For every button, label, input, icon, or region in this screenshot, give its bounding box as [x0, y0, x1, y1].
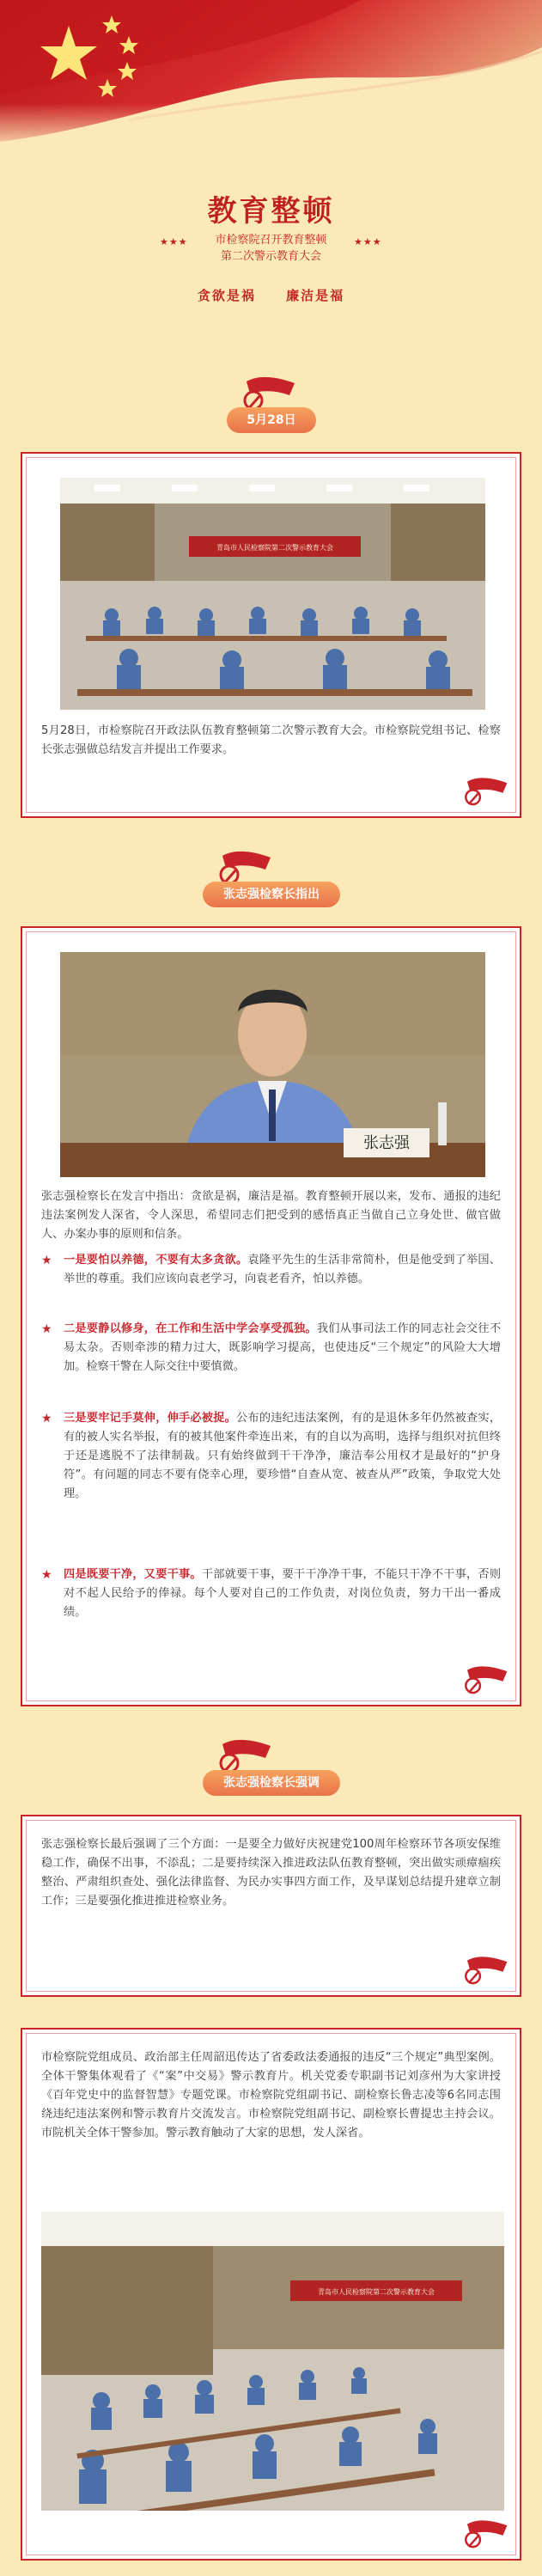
red-star-icon: ★ — [41, 1412, 52, 1425]
subtitle-line-1: 市检察院召开教育整顿 — [215, 234, 327, 247]
point-4-text: 干部就要干事，要干干净净干事，不能只干净不干事，否则对不起人民给予的俸禄。每个人要对自己的工作负责，对岗位负责，努力干出一番成绩。 — [64, 1568, 502, 1619]
section-badge-instructions: 张志强检察长指出 — [203, 882, 340, 907]
point-4 — [41, 1566, 501, 1622]
page-title: 教育整顿 — [207, 194, 335, 229]
subtitle-line-2: 第二次警示教育大会 — [220, 250, 321, 263]
red-star-icon: ★ — [41, 1254, 52, 1267]
photo-banner-text: 青岛市人民检察院第二次警示教育大会 — [216, 544, 333, 552]
slogan — [0, 286, 542, 304]
point-1 — [41, 1251, 501, 1289]
party-emblem-icon — [463, 775, 513, 809]
point-3-heading: 三是要牢记手莫伸，伸手必被捉。 — [64, 1412, 237, 1425]
date-badge: 5月28日 — [227, 407, 316, 433]
top-banner — [0, 0, 542, 150]
instructions-intro: 张志强检察长在发言中指出：贪欲是祸，廉洁是福。教育整顿开展以来，发布、通报的违纪违法案例发人深省，令人深思，希望同志们把受到的感悟真正当做自己立身处世、做官做人、办案办事的原则和信条。 — [41, 1190, 501, 1241]
section-card-emphasis — [21, 1815, 521, 1997]
point-4-heading: 四是既要干净，又要干事。 — [64, 1568, 202, 1581]
section-card-meeting-details — [21, 2028, 521, 2561]
slogan-right: 廉洁是福 — [286, 288, 345, 303]
point-1-text: 袁隆平先生的生活非常简朴，但是他受到了举国、举世的尊重。我们应该向袁老学习，向袁老看齐，怕以养德。 — [64, 1254, 501, 1285]
speaker-photo — [60, 952, 485, 1177]
red-star-icon: ★ — [41, 1568, 52, 1582]
point-3-text: 公布的违纪违法案例，有的是退休多年仍然被查实，有的被人实名举报，有的被其他案件牵连出来，有的自以为高明，选择与组织对抗但终于还是逃脱不了法律制裁。只有始终做到干干净净，廉洁奉公用权才是最好的“护身符”。有问题的同志不要有侥幸心理，要珍惜“自查从宽、被查从严”政策，争取党大处理。 — [64, 1412, 502, 1500]
red-star-icon: ★ — [41, 1322, 52, 1336]
audience-photo — [41, 2212, 504, 2511]
point-1-heading: 一是要怕以养德，不要有太多贪欲。 — [64, 1254, 248, 1267]
photo-banner-text: 青岛市人民检察院第二次警示教育大会 — [318, 2288, 435, 2296]
slogan-left: 贪欲是祸 — [197, 288, 256, 303]
emphasis-paragraph: 张志强检察长最后强调了三个方面：一是要全力做好庆祝建党100周年检察环节各项安保维稳工作，确保不出事，不添乱；二是要持续深入推进政法队伍教育整顿，突出做实顽瘴痼疾整治、严肃组织查处、强化法律监督、为民办实事四方面工作，及早谋划总结提升建章立制工作；三是要强化推进推进检察业务。 — [41, 1838, 501, 1908]
opening-paragraph: 5月28日，市检察院召开政法队伍教育整顿第二次警示教育大会。市检察院党组书记、检察长张志强做总结发言并提出工作要求。 — [41, 724, 501, 756]
party-emblem-icon — [463, 2518, 513, 2552]
decorative-stars-right: ★★★ — [354, 236, 382, 247]
meeting-details-paragraph: 市检察院党组成员、政治部主任周韶迅传达了省委政法委通报的违反“三个规定”典型案例。全体干警集体观看了《“案”中交易》警示教育片。机关党委专职副书记刘彦州为大家讲授《百年党史中的监督智慧》专题党课。市检察院党组副书记、副检察长鲁志凌等6名同志围绕违纪违法案例和警示教育片交流发言。市检察院党组副书记、副检察长曹提忠主持会议。市院机关全体干警参加。警示教育触动了大家的思想，发人深省。 — [41, 2051, 501, 2140]
point-2 — [41, 1320, 501, 1377]
point-2-text: 我们从事司法工作的同志社会交往不易太杂。否则牵涉的精力过大，既影响学习提高，也使违反“三个规定”的风险大大增加。检察干警在人际交往中要慎微。 — [64, 1322, 502, 1373]
section-card-opening — [21, 452, 521, 818]
point-2-heading: 二是要静以修身，在工作和生活中学会享受孤独。 — [64, 1322, 317, 1335]
point-3 — [41, 1409, 501, 1504]
section-badge-emphasis: 张志强检察长强调 — [203, 1770, 340, 1796]
party-emblem-icon — [463, 1954, 513, 1988]
flag-banner-graphic — [0, 0, 542, 150]
party-emblem-icon — [463, 1663, 513, 1698]
meeting-hall-photo — [60, 478, 485, 710]
section-card-instructions — [21, 926, 521, 1706]
decorative-stars-left: ★★★ — [160, 236, 188, 247]
nameplate-text: 张志强 — [363, 1134, 410, 1152]
